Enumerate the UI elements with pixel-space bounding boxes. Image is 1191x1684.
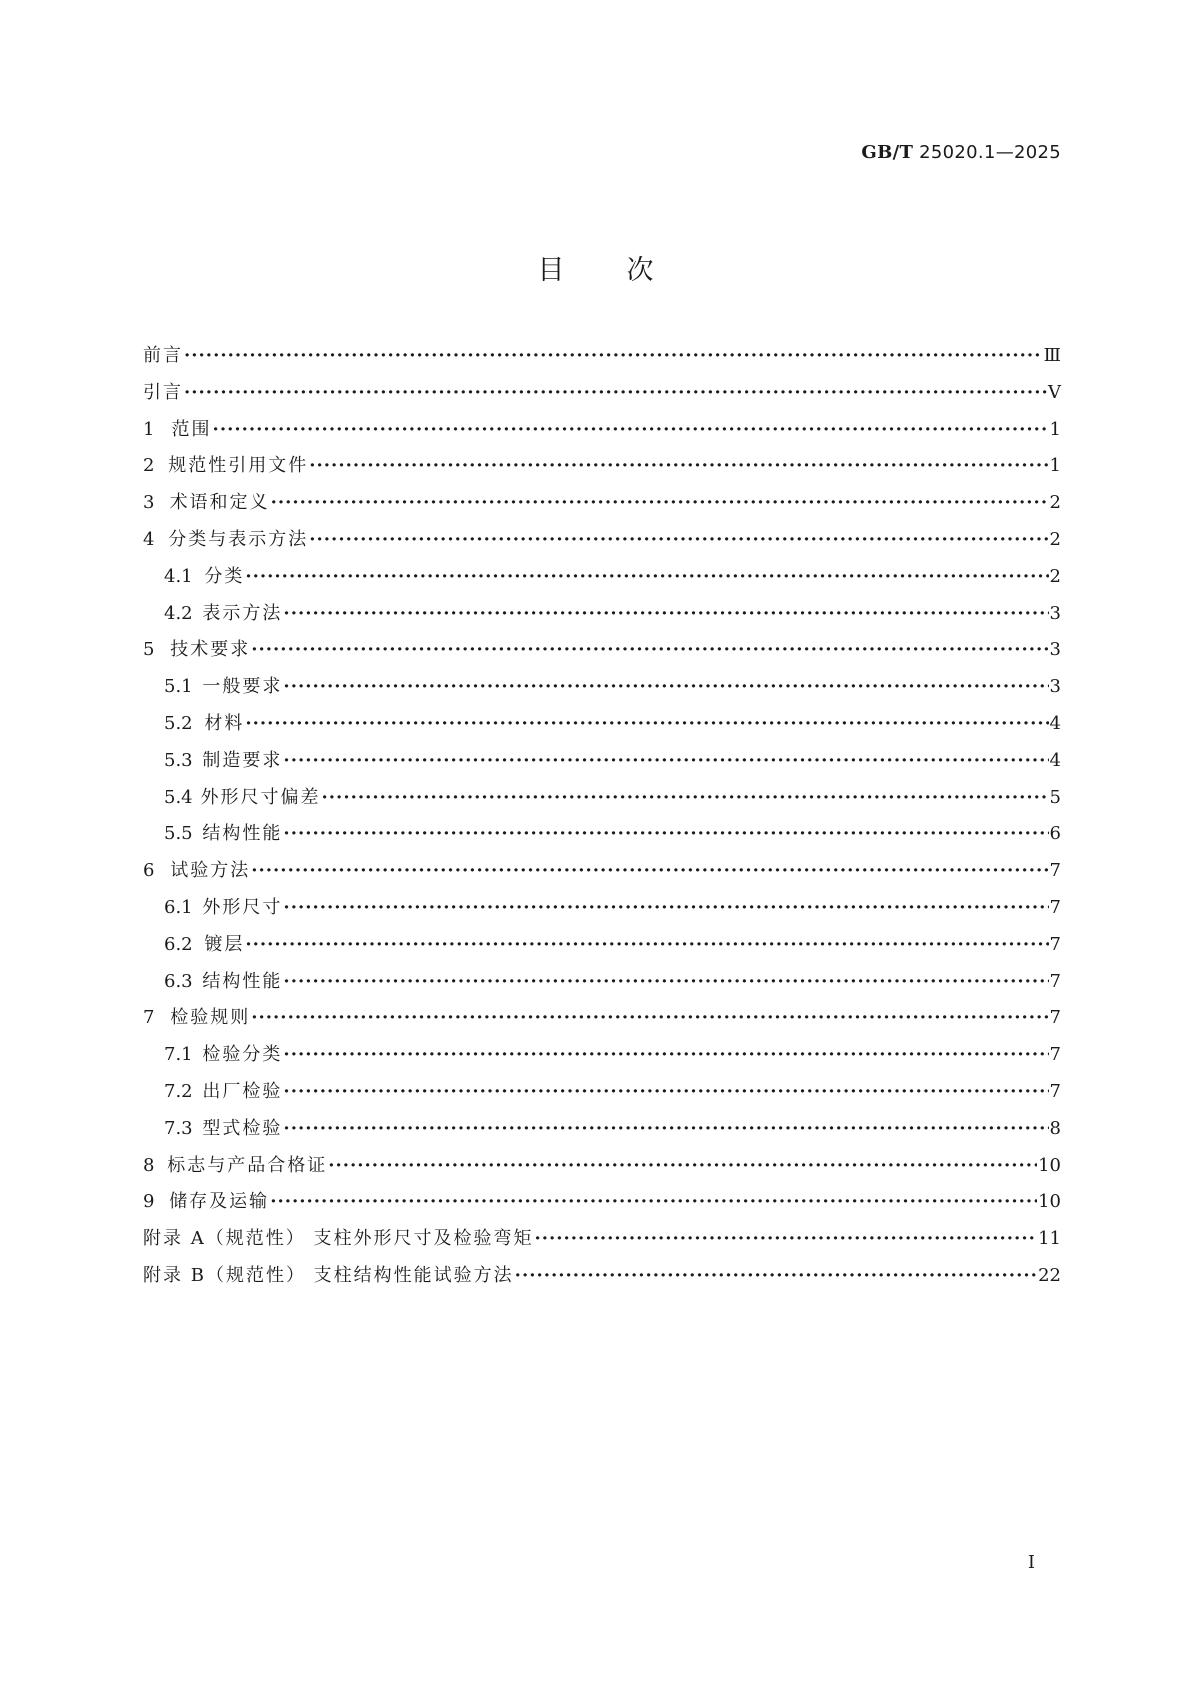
toc-entry-page: 7 (1049, 860, 1061, 882)
standard-code (861, 142, 1061, 163)
toc-entry-number: 1 (143, 418, 155, 440)
toc-leader-dots (283, 1074, 1048, 1111)
toc-entry-page: 2 (1049, 528, 1061, 550)
toc-entry-number: 7 (143, 1007, 155, 1029)
toc-entry-page: 1 (1049, 455, 1061, 477)
toc-entry-number: 4.1 (164, 565, 193, 587)
toc-entry[interactable] (143, 1111, 1061, 1148)
toc-entry-number: 5.2 (164, 712, 193, 734)
toc-entry[interactable] (143, 632, 1061, 669)
toc-entry-number: 5.1 (164, 676, 193, 698)
toc-leader-dots (283, 890, 1048, 927)
toc-entry-page: 7 (1049, 1044, 1061, 1066)
toc-entry-number: 8 (143, 1154, 155, 1176)
toc-leader-dots (283, 743, 1048, 780)
toc-entry-label: 储存及运输 (169, 1191, 270, 1213)
toc-entry-label: 一般要求 (202, 676, 283, 698)
toc-leader-dots (309, 448, 1048, 485)
toc-leader-dots (270, 1184, 1037, 1221)
toc-leader-dots (251, 1000, 1048, 1037)
toc-entry[interactable] (143, 559, 1061, 596)
toc-entry-page: 7 (1049, 1080, 1061, 1102)
toc-entry-page: 4 (1049, 749, 1061, 771)
toc-entry-number: 5.4 (164, 786, 193, 808)
toc-leader-dots (184, 375, 1047, 412)
toc-entry[interactable] (143, 338, 1061, 375)
toc-entry[interactable] (143, 706, 1061, 743)
table-of-contents (143, 338, 1061, 1295)
toc-entry-page: 6 (1049, 823, 1061, 845)
toc-entry[interactable] (143, 890, 1061, 927)
toc-entry-label: 标志与产品合格证 (167, 1154, 328, 1176)
toc-entry-page: 11 (1038, 1228, 1061, 1250)
toc-leader-dots (328, 1148, 1037, 1185)
toc-entry-page: 2 (1049, 565, 1061, 587)
toc-entry-label: 试验方法 (170, 860, 251, 882)
toc-title: 目次 (537, 255, 716, 286)
toc-leader-dots (283, 669, 1048, 706)
toc-entry-page: 7 (1049, 896, 1061, 918)
toc-entry-page: 2 (1049, 492, 1061, 514)
toc-entry-number: 2 (143, 455, 155, 477)
toc-entry[interactable] (143, 1037, 1061, 1074)
toc-entry[interactable] (143, 1074, 1061, 1111)
toc-entry-label: 结构性能 (202, 823, 283, 845)
toc-leader-dots (322, 780, 1049, 817)
toc-entry[interactable] (143, 485, 1061, 522)
toc-entry-page: 10 (1038, 1191, 1061, 1213)
toc-entry-number: 7.2 (164, 1080, 193, 1102)
toc-entry-page: 5 (1049, 786, 1061, 808)
toc-leader-dots (283, 964, 1048, 1001)
toc-entry-label: 出厂检验 (202, 1080, 283, 1102)
toc-entry-number: 4 (143, 528, 155, 550)
toc-entry[interactable] (143, 1184, 1061, 1221)
toc-entry-number: 7.1 (164, 1044, 193, 1066)
toc-entry[interactable] (143, 927, 1061, 964)
toc-entry-label: 外形尺寸偏差 (200, 786, 321, 808)
toc-entry-number: 6 (143, 860, 155, 882)
toc-entry-number: 6.1 (164, 896, 193, 918)
toc-entry-label: 前言 (143, 345, 183, 366)
toc-leader-dots (309, 522, 1048, 559)
toc-entry-label: 术语和定义 (169, 492, 270, 514)
toc-entry-label: 材料 (204, 712, 245, 734)
toc-leader-dots (283, 596, 1048, 633)
toc-leader-dots (213, 412, 1049, 449)
toc-entry[interactable] (143, 448, 1061, 485)
standard-prefix: GB/T (861, 142, 914, 163)
toc-entry-page: 10 (1038, 1154, 1061, 1176)
toc-leader-dots (283, 816, 1048, 853)
toc-entry-page: Ⅴ (1048, 381, 1061, 403)
toc-leader-dots (184, 338, 1043, 375)
toc-entry-label: 镀层 (204, 933, 245, 955)
toc-entry[interactable] (143, 816, 1061, 853)
toc-leader-dots (245, 927, 1048, 964)
toc-entry-number: 6.3 (164, 970, 193, 992)
page-number: Ⅰ (1027, 1552, 1035, 1573)
toc-entry-label: 检验规则 (170, 1007, 251, 1029)
toc-entry[interactable] (143, 1258, 1061, 1295)
toc-entry-number: 6.2 (164, 933, 193, 955)
toc-entry[interactable] (143, 780, 1061, 817)
toc-leader-dots (251, 853, 1048, 890)
toc-entry[interactable] (143, 853, 1061, 890)
toc-entry-page: 8 (1049, 1117, 1061, 1139)
toc-entry-page: 7 (1049, 970, 1061, 992)
toc-entry[interactable] (143, 375, 1061, 412)
toc-entry-page: 3 (1049, 602, 1061, 624)
toc-entry-label: 引言 (143, 381, 183, 403)
toc-entry-label: 表示方法 (202, 602, 283, 624)
toc-leader-dots (283, 1037, 1048, 1074)
toc-entry-number: 3 (143, 492, 155, 514)
toc-entry-label: 分类与表示方法 (168, 528, 309, 550)
toc-entry[interactable] (143, 964, 1061, 1001)
toc-entry[interactable] (143, 743, 1061, 780)
toc-entry[interactable] (143, 412, 1061, 449)
toc-leader-dots (251, 632, 1048, 669)
toc-entry-page: 3 (1049, 676, 1061, 698)
toc-entry-label: 检验分类 (202, 1044, 283, 1066)
toc-leader-dots (515, 1258, 1037, 1295)
toc-entry-label: 制造要求 (202, 749, 283, 771)
toc-entry-number: 5.5 (164, 823, 193, 845)
toc-entry-label: 范围 (171, 418, 212, 440)
toc-entry-page: 3 (1049, 639, 1061, 661)
toc-entry-number: 7.3 (164, 1117, 193, 1139)
toc-entry-page: 7 (1049, 1007, 1061, 1029)
toc-entry-page: 1 (1049, 418, 1061, 440)
toc-entry-label: 结构性能 (202, 970, 283, 992)
standard-number: 25020.1—2025 (919, 142, 1061, 163)
toc-entry-label: 型式检验 (202, 1117, 283, 1139)
toc-entry-label: 附录 A（规范性） 支柱外形尺寸及检验弯矩 (143, 1228, 534, 1250)
toc-leader-dots (245, 706, 1048, 743)
toc-entry-page: Ⅲ (1043, 345, 1061, 366)
toc-entry-label: 分类 (204, 565, 245, 587)
toc-entry-label: 外形尺寸 (202, 896, 283, 918)
toc-entry[interactable] (143, 596, 1061, 633)
toc-entry-page: 4 (1049, 712, 1061, 734)
toc-leader-dots (283, 1111, 1048, 1148)
toc-entry[interactable] (143, 1148, 1061, 1185)
toc-leader-dots (271, 485, 1049, 522)
toc-entry-number: 4.2 (164, 602, 193, 624)
toc-leader-dots (245, 559, 1048, 596)
toc-entry[interactable] (143, 1221, 1061, 1258)
toc-leader-dots (534, 1221, 1037, 1258)
toc-entry-number: 5 (143, 639, 155, 661)
toc-entry-number: 5.3 (164, 749, 193, 771)
toc-entry[interactable] (143, 522, 1061, 559)
toc-entry-number: 9 (143, 1191, 155, 1213)
toc-entry-label: 技术要求 (170, 639, 251, 661)
toc-entry-label: 规范性引用文件 (168, 455, 309, 477)
toc-entry-page: 22 (1038, 1264, 1061, 1286)
toc-entry-page: 7 (1049, 933, 1061, 955)
toc-entry[interactable] (143, 669, 1061, 706)
toc-entry[interactable] (143, 1000, 1061, 1037)
toc-entry-label: 附录 B（规范性） 支柱结构性能试验方法 (143, 1264, 514, 1286)
